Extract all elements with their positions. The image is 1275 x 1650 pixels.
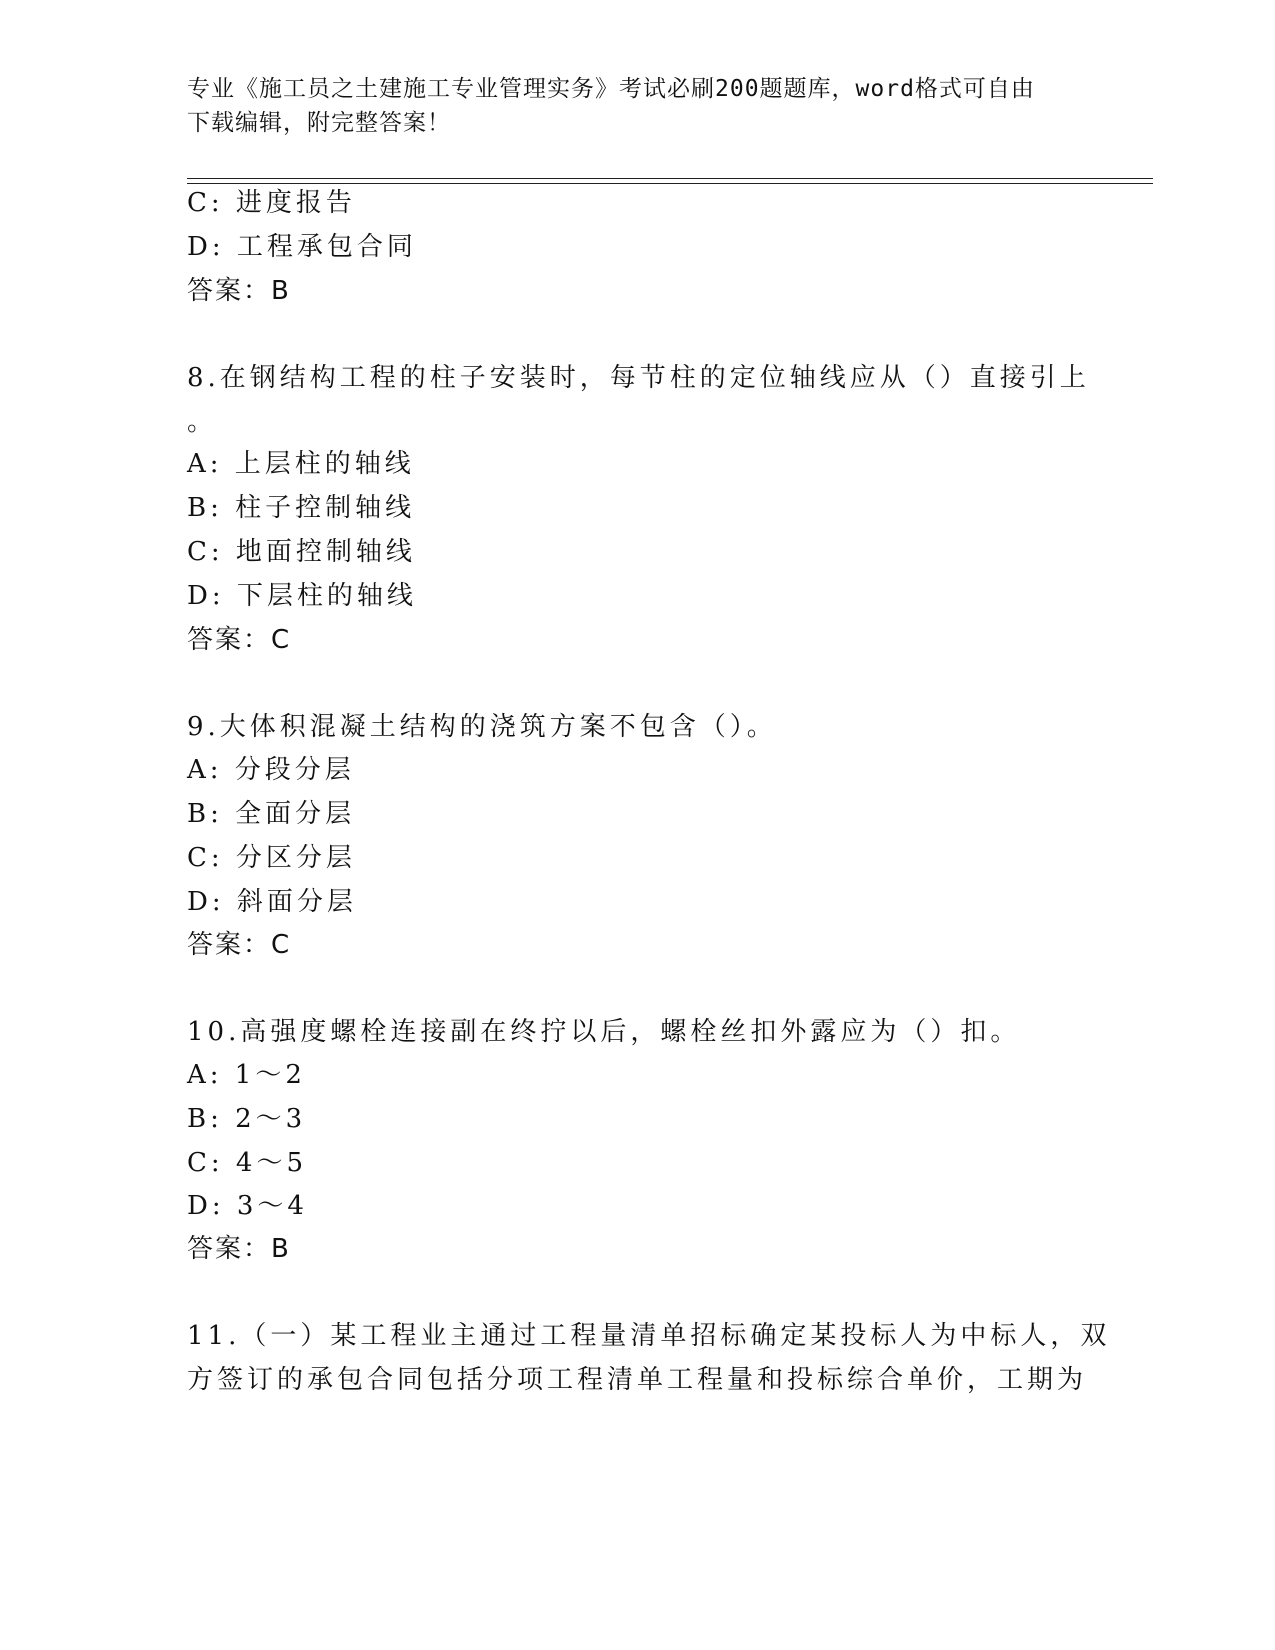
header-line-2: 下载编辑，附完整答案！: [187, 110, 451, 136]
q10-option-b: B: 2～3: [187, 1104, 307, 1134]
q9-answer: 答案：C: [187, 930, 292, 960]
q9-option-a: A: 分段分层: [187, 755, 355, 785]
header-rule-bottom: [187, 183, 1153, 184]
q8-stem: 8.在钢结构工程的柱子安装时，每节柱的定位轴线应从（）直接引上: [187, 363, 1090, 393]
q10-option-a: A: 1～2: [187, 1060, 306, 1090]
q11-stem: 11.（一）某工程业主通过工程量清单招标确定某投标人为中标人，双: [187, 1321, 1111, 1351]
q8-option-a: A: 上层柱的轴线: [187, 449, 415, 479]
q8-option-d: D: 下层柱的轴线: [187, 581, 417, 611]
q10-stem: 10.高强度螺栓连接副在终拧以后，螺栓丝扣外露应为（）扣。: [187, 1017, 1021, 1047]
document-header: [187, 72, 1087, 140]
q8-option-c: C: 地面控制轴线: [187, 537, 416, 567]
q8-stem-continued: 。: [187, 407, 218, 437]
q8-answer: 答案：C: [187, 625, 292, 655]
q7-option-c: C: 进度报告: [187, 188, 356, 218]
q7-answer: 答案：B: [187, 276, 291, 306]
q7-option-d: D: 工程承包合同: [187, 232, 417, 262]
q8-option-b: B: 柱子控制轴线: [187, 493, 416, 523]
q9-stem: 9.大体积混凝土结构的浇筑方案不包含（）。: [187, 712, 777, 742]
q10-option-d: D: 3～4: [187, 1191, 308, 1221]
q11-stem-continued: 方签订的承包合同包括分项工程清单工程量和投标综合单价，工期为: [187, 1365, 1088, 1395]
q10-option-c: C: 4～5: [187, 1148, 308, 1178]
header-rule-top: [187, 178, 1153, 179]
q9-option-c: C: 分区分层: [187, 843, 356, 873]
q9-option-b: B: 全面分层: [187, 799, 356, 829]
header-line-1: 专业《施工员之土建施工专业管理实务》考试必刷200题题库，word格式可自由: [187, 76, 1035, 102]
q10-answer: 答案：B: [187, 1234, 291, 1264]
q9-option-d: D: 斜面分层: [187, 887, 357, 917]
